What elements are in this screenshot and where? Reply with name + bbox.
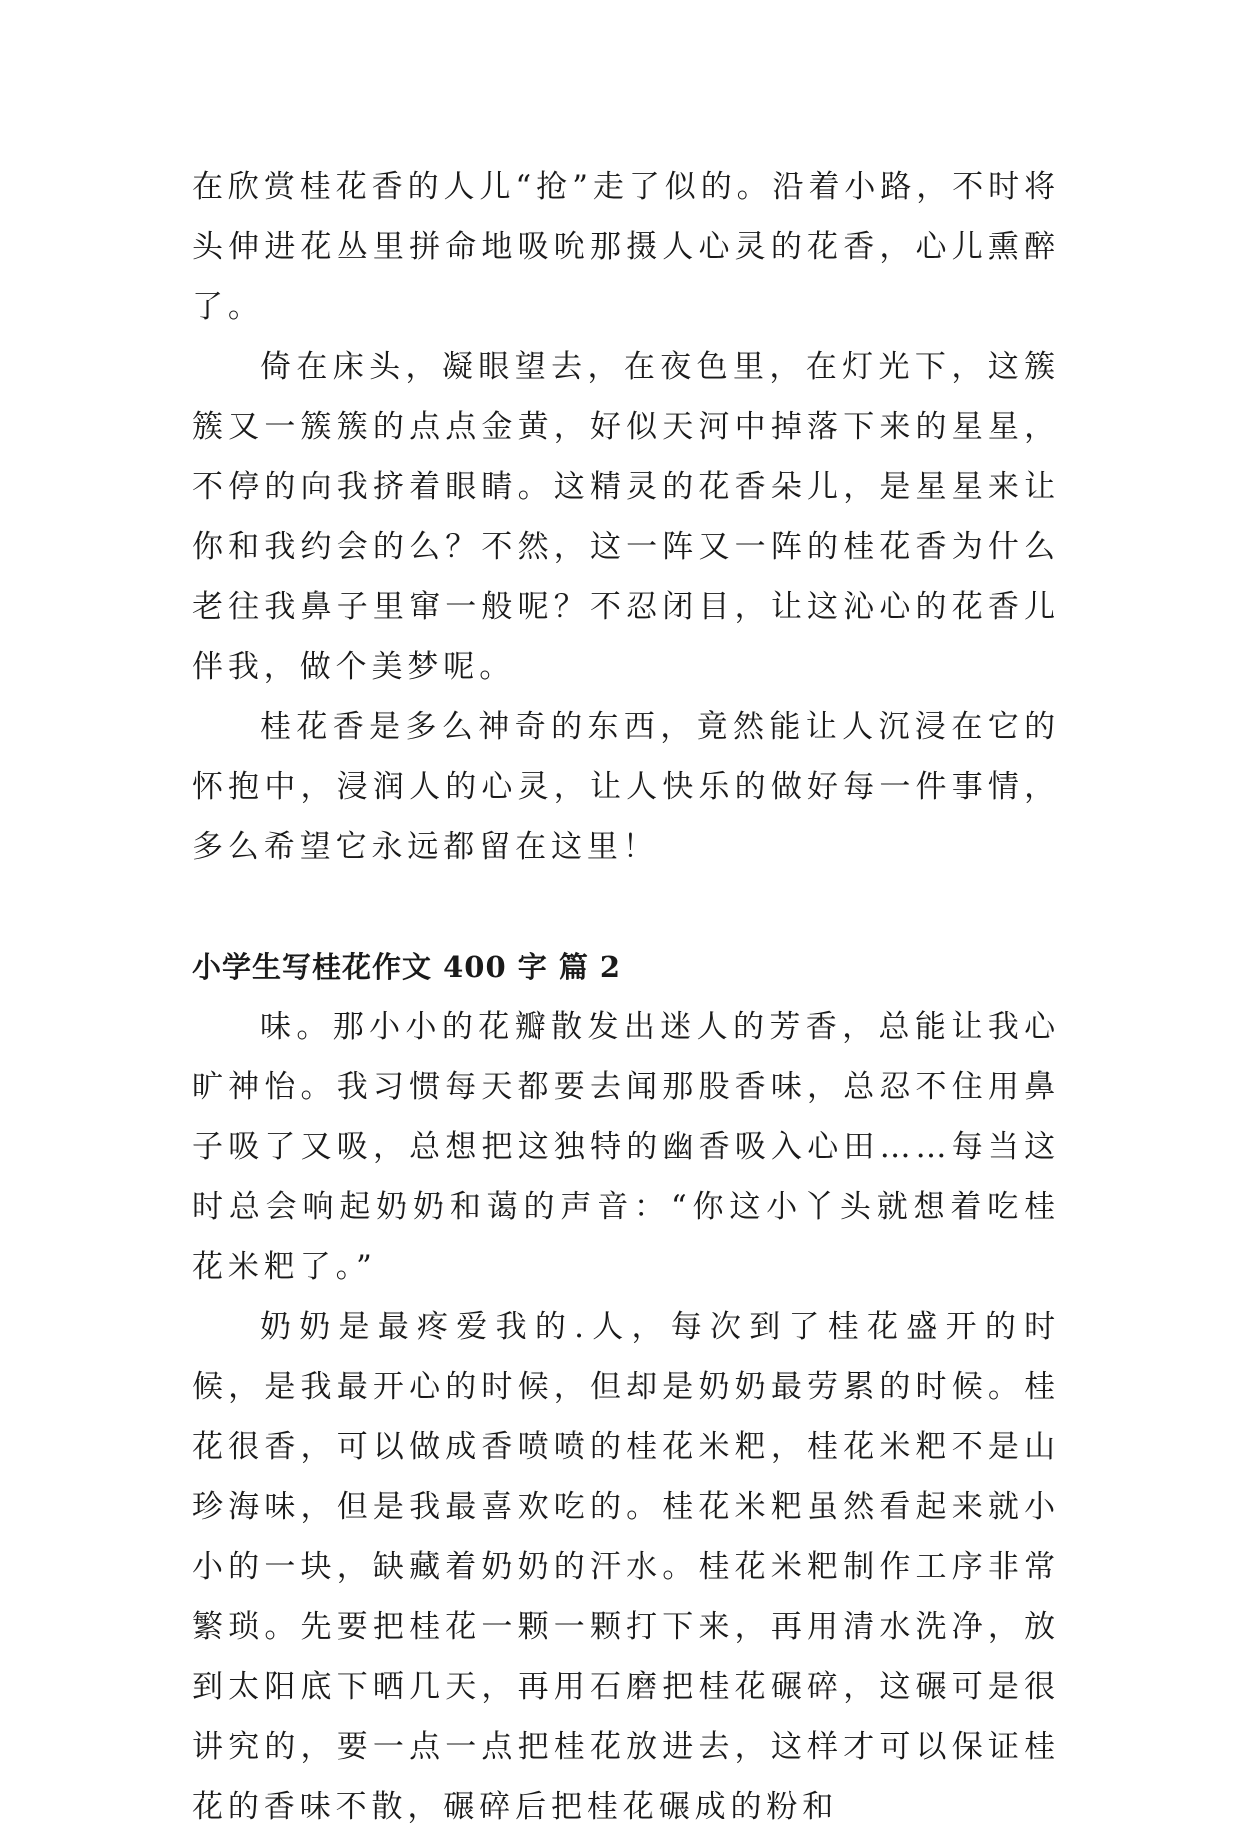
paragraph-1: 在欣赏桂花香的人儿“抢”走了似的。沿着小路，不时将头伸进花丛里拼命地吸吮那摄人心灵的花香，心儿熏醉了。 — [192, 169, 1060, 325]
paragraph-4: 味。那小小的花瓣散发出迷人的芳香，总能让我心旷神怡。我习惯每天都要去闻那股香味，总忍不住用鼻子吸了又吸，总想把这独特的幽香吸入心田……每当这时总会响起奶奶和蔼的声音：“你这小丫头就想着吃桂花米粑了。” — [192, 1009, 1060, 1285]
paragraph-3: 桂花香是多么神奇的东西，竟然能让人沉浸在它的怀抱中，浸润人的心灵，让人快乐的做好每一件事情，多么希望它永远都留在这里！ — [192, 709, 1060, 865]
paragraph-5: 奶奶是最疼爱我的.人，每次到了桂花盛开的时候，是我最开心的时候，但却是奶奶最劳累的时候。桂花很香，可以做成香喷喷的桂花米粑，桂花米粑不是山珍海味，但是我最喜欢吃的。桂花米粑虽然看起来就小小的一块，缺藏着奶奶的汗水。桂花米粑制作工序非常繁琐。先要把桂花一颗一颗打下来，再用清水洗净，放到太阳底下晒几天，再用石磨把桂花碾碎，这碾可是很讲究的，要一点一点把桂花放进去，这样才可以保证桂花的香味不散，碾碎后把桂花碾成的粉和 — [192, 1309, 1060, 1825]
paragraph-2: 倚在床头，凝眼望去，在夜色里，在灯光下，这簇簇又一簇簇的点点金黄，好似天河中掉落下来的星星，不停的向我挤着眼睛。这精灵的花香朵儿，是星星来让你和我约会的么？不然，这一阵又一阵的桂花香为什么老往我鼻子里窜一般呢？不忍闭目，让这沁心的花香儿伴我，做个美梦呢。 — [192, 349, 1060, 685]
document-body — [192, 157, 1060, 1837]
section-title: 小学生写桂花作文 400 字 篇 2 — [192, 950, 622, 984]
